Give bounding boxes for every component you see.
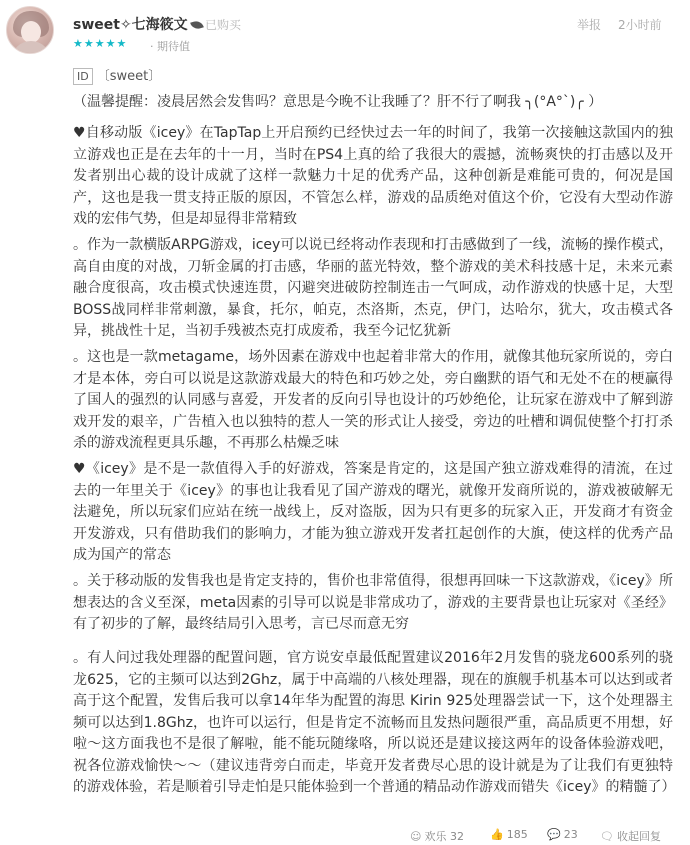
review-paragraph: 。有人问过我处理器的配置问题，官方说安卓最低配置建议2016年2月发售的骁龙600系列的骁龙625，它的主频可以达到2Ghz，属于中高端的八核处理器，现在的旗舰手机基本可以达到或者高于这个配置，发售后我可以拿14年华为配置的海思 Kirin 925处理器尝试一下，这个处理器主频可以达到1.8Ghz，也许可以运行，但是肯定不流畅而且发热问题很严重，高品质更不用想，好啦～这方面我也不是很了解啦，能不能玩随缘咯，所以说还是建议接这两年的设备体验游戏吧，祝各位游戏愉快～～（建议违背旁白而走，毕竟开发者费尽心思的设计就是为了让我们有更独特的游戏体验，若是顺着引导走怕是只能体验到一个普通的精品动作游戏而错失《icey》的精髓了） <box>73 650 676 795</box>
review-paragraph: ♥《icey》是不是一款值得入手的好游戏，答案是肯定的，这是国产独立游戏难得的清流，在过去的一年里关于《icey》的事也让我看见了国产游戏的曙光，就像开发商所说的，游戏被破解无法避免，所以玩家们应站在统一战线上，反对盗版，因为只有更多的玩家入正，开发商才有资金开发游戏，只有借助我们的影响力，才能为独立游戏开发者扛起创作的大旗，使这样的优秀产品成为国产的常态 <box>73 461 673 563</box>
like-count: 185 <box>506 828 528 841</box>
rating-label: · 期待值 <box>150 40 190 53</box>
review-paragraph: 。关于移动版的发售我也是肯定支持的，售价也非常值得，很想再回味一下这款游戏，《icey》所想表达的含义至深，meta因素的引导可以说是非常成功了，游戏的主要背景也让玩家对《圣经》有了初步的了解，最终结局引入思考，言已尽而意无穷 <box>73 573 673 632</box>
joy-button[interactable] <box>410 828 464 844</box>
comment-button[interactable] <box>547 828 578 841</box>
thumb-up-icon: 👍 <box>490 828 504 841</box>
username[interactable] <box>73 14 203 34</box>
joy-label: 欢乐 <box>424 830 447 843</box>
review-paragraph: 。作为一款横版ARPG游戏，icey可以说已经将动作表现和打击感做到了一线，流畅的操作模式，高自由度的对战，刀斩金属的打击感，华丽的蓝光特效，整个游戏的美术科技感十足，未来元素融合度很高，攻击模式快速连贯，闪避突进破防控制连击一气呵成，动作游戏的快感十足，大型BOSS战同样非常刺激，暴食，托尔，帕克，杰洛斯，杰克，伊门，达哈尔，犹大，攻击模式各异，挑战性十足，当初手残被杰克打成废希，我至今记忆犹新 <box>73 237 673 339</box>
rating-stars: ★★★★★ <box>73 37 128 50</box>
collapse-label: 收起回复 <box>616 830 661 843</box>
comment-count: 23 <box>563 828 578 841</box>
id-value: 〔sweet〕 <box>96 69 162 84</box>
review-paragraph: ♥自移动版《icey》在TapTap上开启预约已经快过去一年的时间了，我第一次接触这款国内的独立游戏也正是在去年的十一月，当时在PS4上真的给了我很大的震撼，流畅爽快的打击感以及开发者别出心裁的设计成就了这样一款魅力十足的优秀产品，这种创新是难能可贵的，何况是国产，这也是我一贯支持正版的原因，不管怎么样，游戏的品质绝对值这个价，它没有大型动作游戏的宏伟气势，但是却显得非常精致 <box>73 125 673 227</box>
avatar-shoulder <box>11 41 51 54</box>
review-header <box>0 0 690 60</box>
review-paragraph: （温馨提醒：凌晨居然会发售吗？意思是今晚不让我睡了？肝不行了啊我 ╮(°A°`)╭ ） <box>73 94 603 110</box>
report-button[interactable]: 举报 <box>577 18 602 32</box>
id-badge: ID <box>73 68 93 85</box>
review-footer <box>0 824 690 845</box>
review-paragraph: 。这也是一款metagame，场外因素在游戏中也起着非常大的作用，就像其他玩家所说的，旁白才是本体，旁白可以说是这款游戏最大的特色和巧妙之处，旁白幽默的语气和无处不在的梗赢得了国人的强烈的认同感与喜爱，开发者的反向引导也设计的巧妙绝伦，让玩家在游戏中了解到游戏开发的艰辛，广告植入也以独特的惹人一笑的形式让人接受，旁边的吐槽和调侃使整个打打杀杀的游戏流程更具乐趣，不再那么枯燥乏味 <box>73 349 673 451</box>
comment-icon: 💬 <box>547 828 561 841</box>
like-button[interactable] <box>490 828 528 841</box>
leaf-icon <box>190 20 204 31</box>
timestamp: 2小时前 <box>618 18 662 32</box>
chat-icon: 🗨 <box>600 830 614 843</box>
game-id-row <box>73 65 161 85</box>
joy-count: 32 <box>449 830 464 843</box>
username-text[interactable]: sweet✧七海筱文 <box>73 17 188 33</box>
avatar-face <box>21 21 41 43</box>
bought-badge: 已购买 <box>205 18 242 32</box>
rating-label-text: 期待值 <box>157 40 190 53</box>
avatar[interactable] <box>6 6 54 54</box>
collapse-replies-button[interactable] <box>600 828 661 844</box>
smile-icon: ☺ <box>410 830 422 843</box>
